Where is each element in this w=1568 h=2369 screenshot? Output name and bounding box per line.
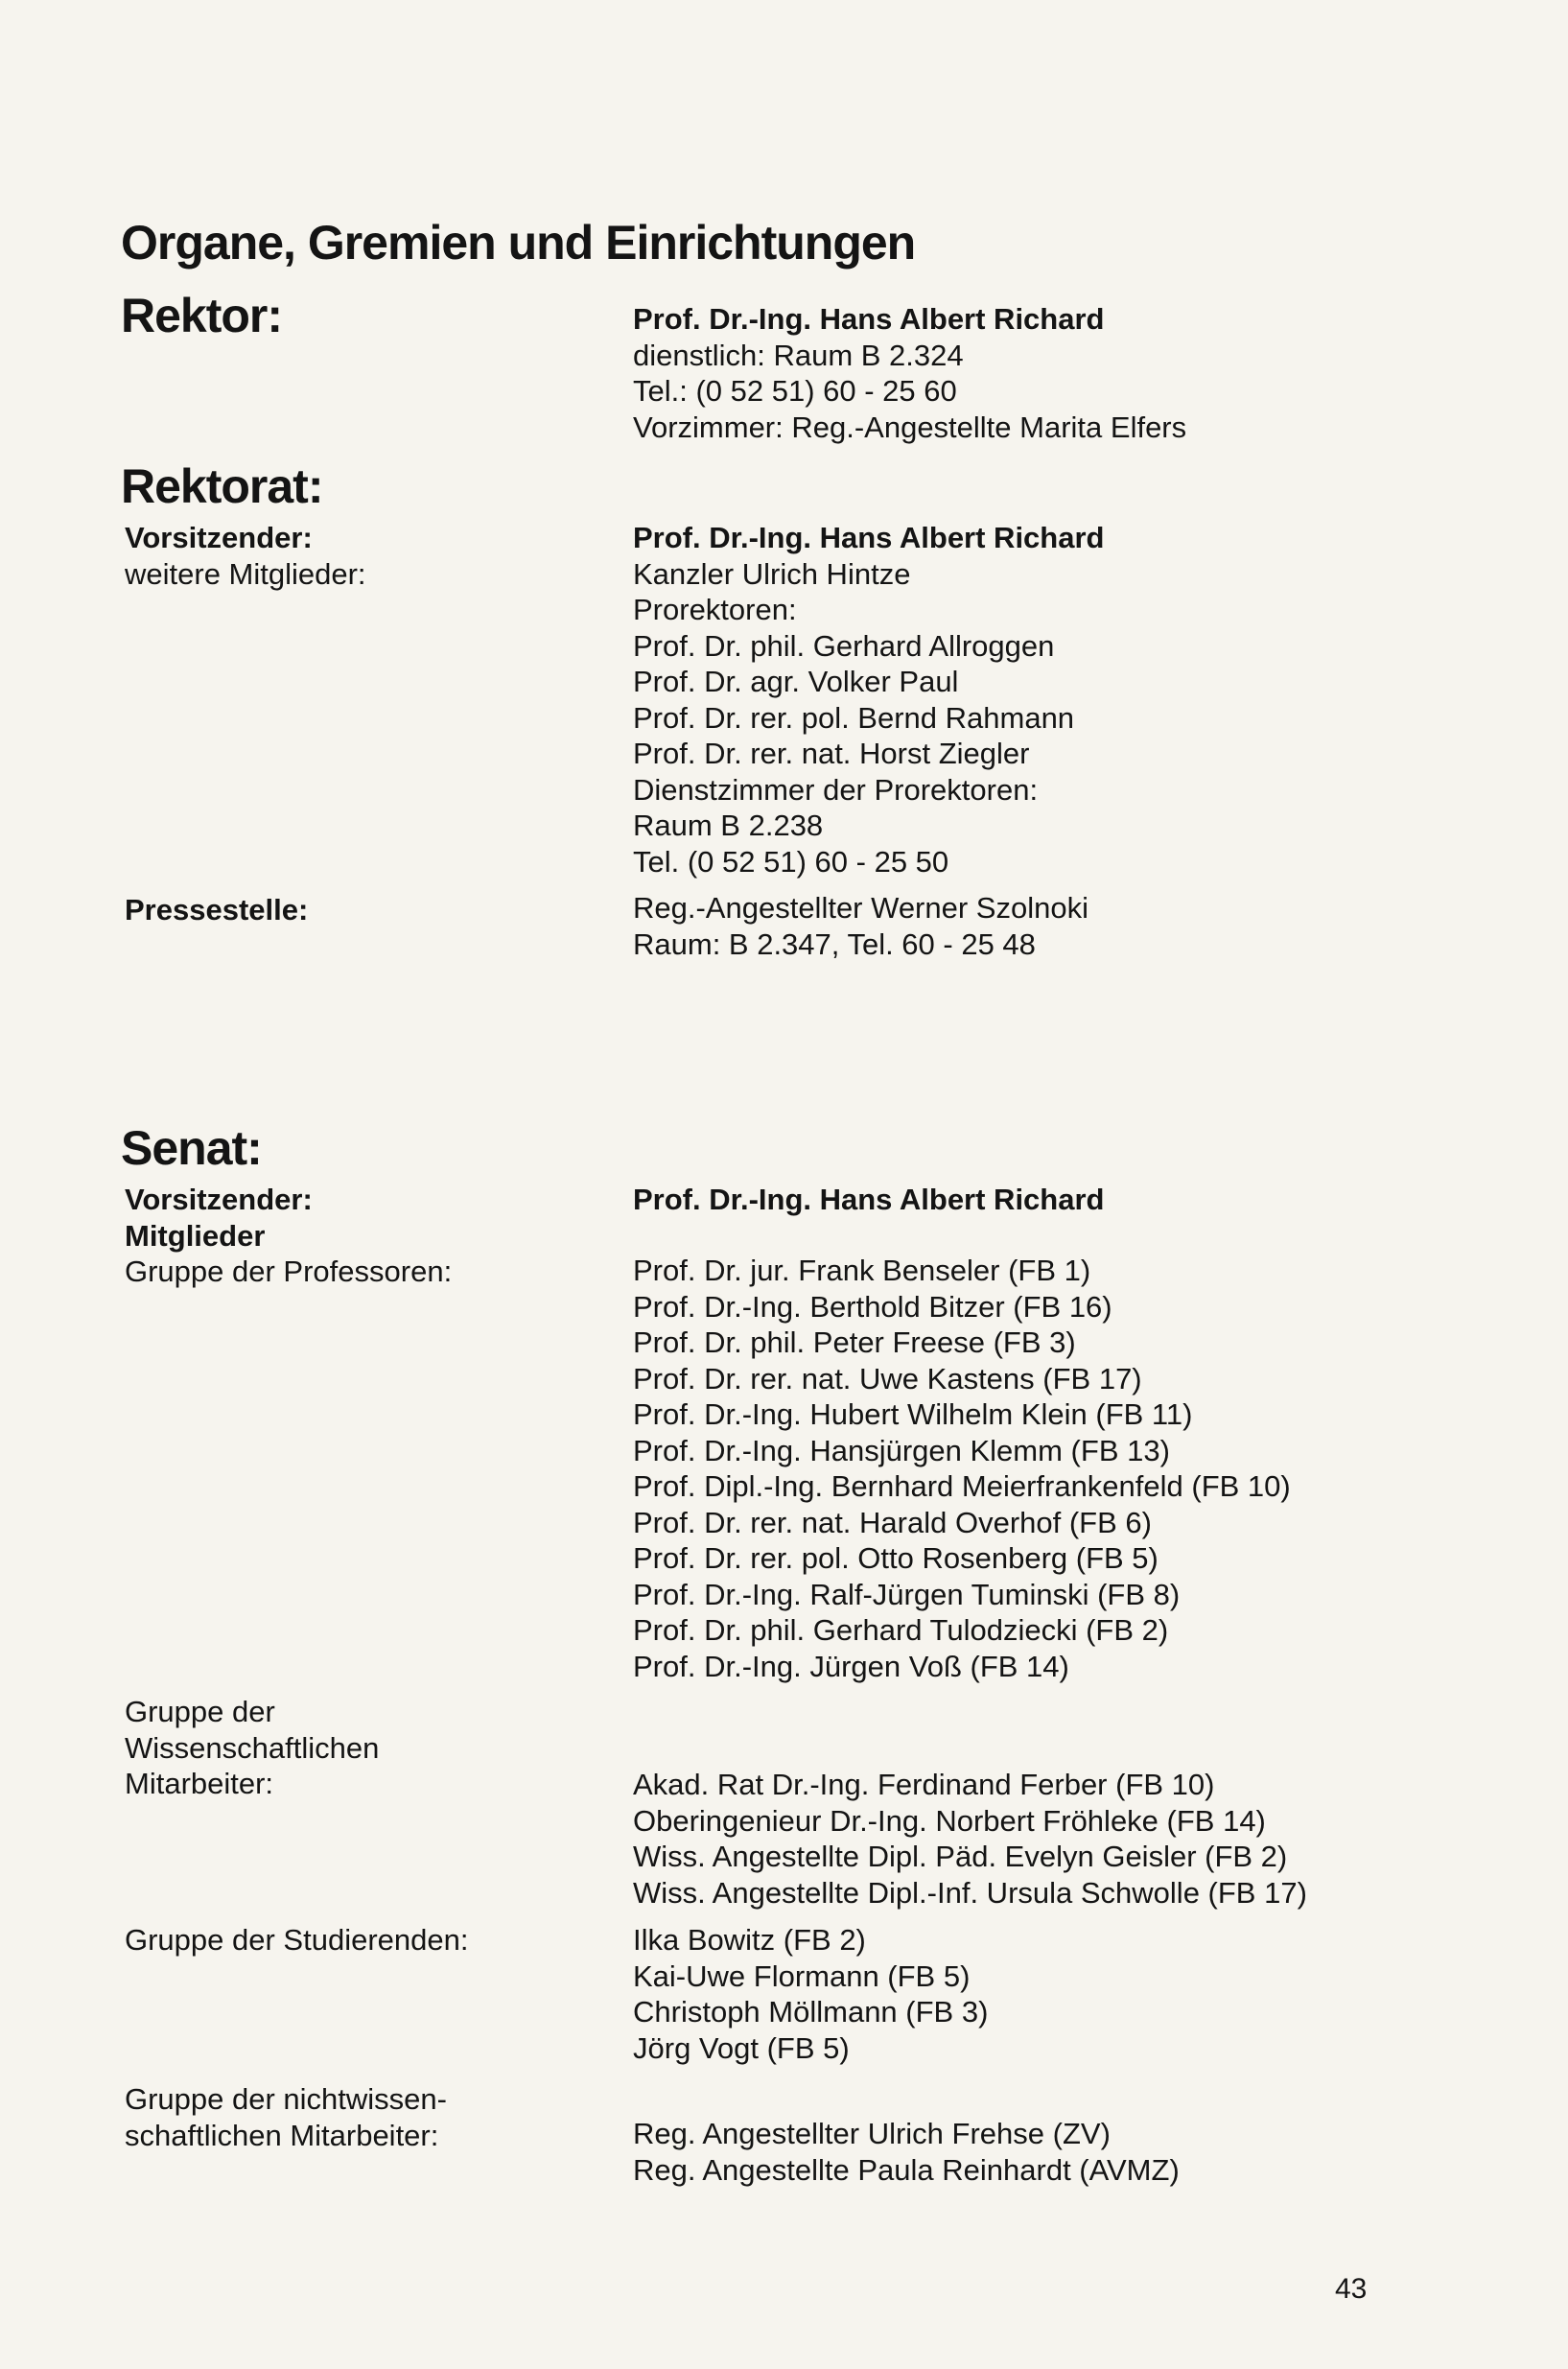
senat-prof-line: Prof. Dr.-Ing. Hubert Wilhelm Klein (FB 11) — [633, 1397, 1193, 1431]
senat-stud-line: Ilka Bowitz (FB 2) — [633, 1923, 866, 1957]
rektorat-heading: Rektorat: — [121, 459, 323, 513]
rektorat-vorsitz-name: Prof. Dr.-Ing. Hans Albert Richard — [633, 521, 1105, 554]
label-line: Gruppe der nichtwissen- — [125, 2082, 447, 2116]
rektorat-line: Kanzler Ulrich Hintze — [633, 556, 911, 591]
presse-label: Pressestelle: — [125, 893, 309, 926]
senat-stud-line: Kai-Uwe Flormann (FB 5) — [633, 1959, 971, 1993]
senat-prof-line: Prof. Dr.-Ing. Berthold Bitzer (FB 16) — [633, 1289, 1112, 1324]
senat-stud-block — [633, 1922, 988, 2066]
senat-prof-label: Gruppe der Professoren: — [125, 1255, 453, 1288]
rektorat-line: Prof. Dr. rer. nat. Horst Ziegler — [633, 737, 1030, 770]
senat-prof-line: Prof. Dr. rer. nat. Harald Overhof (FB 6) — [633, 1505, 1152, 1539]
senat-nwiss-line: Reg. Angestellte Paula Reinhardt (AVMZ) — [633, 2152, 1180, 2187]
senat-wiss-line: Wiss. Angestellte Dipl. Päd. Evelyn Geisler (FB 2) — [633, 1840, 1288, 1873]
senat-wiss-label — [125, 1694, 379, 1802]
senat-wiss-block — [633, 1767, 1307, 1911]
senat-prof-line: Prof. Dipl.-Ing. Bernhard Meierfrankenfeld (FB 10) — [633, 1469, 1291, 1503]
rektorat-line: Dienstzimmer der Prorektoren: — [633, 772, 1039, 807]
rektorat-block — [633, 520, 1104, 880]
rektorat-line: Raum B 2.238 — [633, 809, 824, 842]
rektorat-line: Prorektoren: — [633, 593, 797, 626]
senat-mitglieder-label: Mitglieder — [125, 1218, 266, 1253]
senat-nwiss-line: Reg. Angestellter Ulrich Frehse (ZV) — [633, 2117, 1111, 2150]
senat-prof-line: Prof. Dr. jur. Frank Benseler (FB 1) — [633, 1254, 1091, 1287]
rektorat-line: Tel. (0 52 51) 60 - 25 50 — [633, 844, 949, 879]
rektor-block — [633, 301, 1186, 445]
senat-prof-line: Prof. Dr.-Ing. Hansjürgen Klemm (FB 13) — [633, 1433, 1170, 1467]
senat-stud-line: Christoph Möllmann (FB 3) — [633, 1995, 989, 2029]
senat-stud-line: Jörg Vogt (FB 5) — [633, 2030, 850, 2065]
rektor-heading: Rektor: — [121, 289, 283, 342]
senat-labels — [125, 1182, 452, 1290]
senat-prof-line: Prof. Dr. rer. pol. Otto Rosenberg (FB 5) — [633, 1541, 1158, 1575]
label-line: Gruppe der — [125, 1695, 275, 1728]
rektor-line: dienstlich: Raum B 2.324 — [633, 338, 964, 372]
senat-prof-line: Prof. Dr.-Ing. Ralf-Jürgen Tuminski (FB 8) — [633, 1577, 1181, 1611]
presse-line: Reg.-Angestellter Werner Szolnoki — [633, 891, 1088, 925]
label-line: Mitarbeiter: — [125, 1767, 274, 1800]
senat-wiss-line: Wiss. Angestellte Dipl.-Inf. Ursula Schwolle (FB 17) — [633, 1875, 1307, 1910]
rektorat-line: Prof. Dr. phil. Gerhard Allroggen — [633, 628, 1055, 663]
senat-wiss-line: Oberingenieur Dr.-Ing. Norbert Fröhleke (FB 14) — [633, 1803, 1266, 1838]
presse-block — [633, 890, 1088, 962]
senat-vorsitz-name: Prof. Dr.-Ing. Hans Albert Richard — [633, 1183, 1105, 1216]
label-line: schaftlichen Mitarbeiter: — [125, 2118, 439, 2152]
senat-heading: Senat: — [121, 1121, 262, 1175]
senat-prof-block — [633, 1253, 1291, 1684]
senat-prof-line: Prof. Dr. phil. Gerhard Tulodziecki (FB 2) — [633, 1613, 1169, 1647]
senat-prof-line: Prof. Dr.-Ing. Jürgen Voß (FB 14) — [633, 1649, 1069, 1683]
rektorat-line: Prof. Dr. rer. pol. Bernd Rahmann — [633, 700, 1075, 735]
rektor-line: Tel.: (0 52 51) 60 - 25 60 — [633, 374, 957, 408]
senat-wiss-line: Akad. Rat Dr.-Ing. Ferdinand Ferber (FB 10) — [633, 1768, 1215, 1801]
rektorat-weitere-label: weitere Mitglieder: — [125, 556, 366, 591]
rektorat-labels — [125, 520, 366, 592]
senat-prof-line: Prof. Dr. phil. Peter Freese (FB 3) — [633, 1325, 1076, 1359]
senat-prof-line: Prof. Dr. rer. nat. Uwe Kastens (FB 17) — [633, 1361, 1142, 1396]
page-title: Organe, Gremien und Einrichtungen — [121, 216, 916, 270]
page-number: 43 — [1335, 2273, 1368, 2305]
senat-vorsitz-label: Vorsitzender: — [125, 1183, 313, 1216]
senat-stud-label: Gruppe der Studierenden: — [125, 1923, 469, 1957]
rektorat-vorsitz-label: Vorsitzender: — [125, 521, 313, 554]
senat-nwiss-block — [633, 2116, 1180, 2188]
senat-nwiss-label — [125, 2081, 447, 2153]
rektorat-line: Prof. Dr. agr. Volker Paul — [633, 665, 959, 698]
label-line: Wissenschaftlichen — [125, 1730, 380, 1765]
rektor-line: Vorzimmer: Reg.-Angestellte Marita Elfers — [633, 410, 1187, 444]
rektor-name: Prof. Dr.-Ing. Hans Albert Richard — [633, 302, 1105, 336]
presse-line: Raum: B 2.347, Tel. 60 - 25 48 — [633, 926, 1036, 961]
